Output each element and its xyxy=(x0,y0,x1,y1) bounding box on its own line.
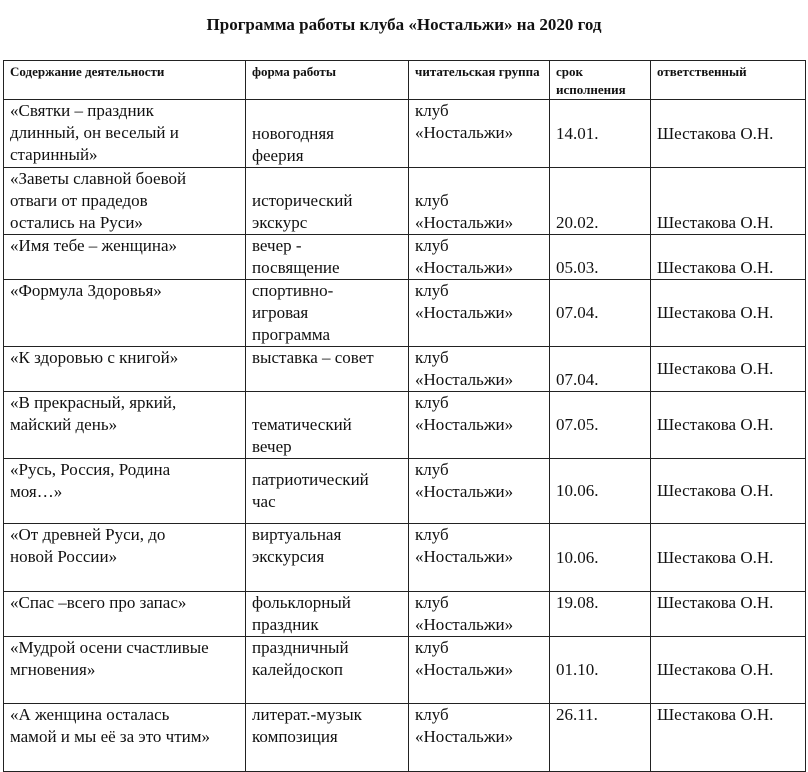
document-title: Программа работы клуба «Ностальжи» на 2020 год xyxy=(206,15,602,34)
activity-cell: «Заветы славной боевой отваги от прадедов остались на Руси» xyxy=(4,168,246,235)
responsible-cell: Шестакова О.Н. xyxy=(651,459,806,524)
form-cell: вечер - посвящение xyxy=(246,235,409,280)
header-form: форма работы xyxy=(246,61,409,100)
responsible-cell: Шестакова О.Н. xyxy=(651,592,806,637)
header-responsible: ответственный xyxy=(651,61,806,100)
deadline-cell: 10.06. xyxy=(550,459,651,524)
table-row xyxy=(4,168,806,235)
program-table xyxy=(3,60,806,772)
deadline-cell: 05.03. xyxy=(550,235,651,280)
form-cell: тематический вечер xyxy=(246,392,409,459)
responsible-cell: Шестакова О.Н. xyxy=(651,235,806,280)
table-row xyxy=(4,524,806,592)
table-row xyxy=(4,459,806,524)
reader-group-cell: клуб «Ностальжи» xyxy=(409,100,550,168)
deadline-cell: 20.02. xyxy=(550,168,651,235)
activity-cell: «А женщина осталась мамой и мы её за это чтим» xyxy=(4,704,246,772)
form-cell: спортивно- игровая программа xyxy=(246,280,409,347)
deadline-cell: 14.01. xyxy=(550,100,651,168)
table-row xyxy=(4,592,806,637)
table-row xyxy=(4,704,806,772)
responsible-cell: Шестакова О.Н. xyxy=(651,392,806,459)
reader-group-cell: клуб «Ностальжи» xyxy=(409,524,550,592)
form-cell: виртуальная экскурсия xyxy=(246,524,409,592)
reader-group-cell: клуб «Ностальжи» xyxy=(409,637,550,704)
responsible-cell: Шестакова О.Н. xyxy=(651,704,806,772)
activity-cell: «Имя тебе – женщина» xyxy=(4,235,246,280)
activity-cell: «Русь, Россия, Родина моя…» xyxy=(4,459,246,524)
deadline-cell: 07.04. xyxy=(550,347,651,392)
responsible-cell: Шестакова О.Н. xyxy=(651,637,806,704)
form-cell: фольклорный праздник xyxy=(246,592,409,637)
deadline-cell: 26.11. xyxy=(550,704,651,772)
responsible-cell: Шестакова О.Н. xyxy=(651,280,806,347)
table-row xyxy=(4,347,806,392)
form-cell: праздничный калейдоскоп xyxy=(246,637,409,704)
reader-group-cell: клуб «Ностальжи» xyxy=(409,459,550,524)
table-row xyxy=(4,100,806,168)
form-cell: новогодняя феерия xyxy=(246,100,409,168)
activity-cell: «Спас –всего про запас» xyxy=(4,592,246,637)
table-row xyxy=(4,235,806,280)
responsible-cell: Шестакова О.Н. xyxy=(651,100,806,168)
reader-group-cell: клуб «Ностальжи» xyxy=(409,392,550,459)
deadline-cell: 01.10. xyxy=(550,637,651,704)
responsible-cell: Шестакова О.Н. xyxy=(651,168,806,235)
reader-group-cell: клуб «Ностальжи» xyxy=(409,704,550,772)
deadline-cell: 07.04. xyxy=(550,280,651,347)
activity-cell: «От древней Руси, до новой России» xyxy=(4,524,246,592)
activity-cell: «К здоровью с книгой» xyxy=(4,347,246,392)
reader-group-cell: клуб «Ностальжи» xyxy=(409,592,550,637)
header-activity: Содержание деятельности xyxy=(4,61,246,100)
form-cell: выставка – совет xyxy=(246,347,409,392)
reader-group-cell: клуб «Ностальжи» xyxy=(409,347,550,392)
deadline-cell: 10.06. xyxy=(550,524,651,592)
responsible-cell: Шестакова О.Н. xyxy=(651,524,806,592)
activity-cell: «В прекрасный, яркий, майский день» xyxy=(4,392,246,459)
table-row xyxy=(4,392,806,459)
responsible-cell: Шестакова О.Н. xyxy=(651,347,806,392)
activity-cell: «Мудрой осени счастливые мгновения» xyxy=(4,637,246,704)
header-reader-group: читательская группа xyxy=(409,61,550,100)
activity-cell: «Формула Здоровья» xyxy=(4,280,246,347)
deadline-cell: 07.05. xyxy=(550,392,651,459)
form-cell: литерат.-музык композиция xyxy=(246,704,409,772)
table-row xyxy=(4,637,806,704)
reader-group-cell: клуб «Ностальжи» xyxy=(409,235,550,280)
table-row xyxy=(4,280,806,347)
deadline-cell: 19.08. xyxy=(550,592,651,637)
table-header-row xyxy=(4,61,806,100)
form-cell: патриотический час xyxy=(246,459,409,524)
activity-cell: «Святки – праздник длинный, он веселый и старинный» xyxy=(4,100,246,168)
header-deadline: срок исполнения xyxy=(550,61,651,100)
reader-group-cell: клуб «Ностальжи» xyxy=(409,280,550,347)
reader-group-cell: клуб «Ностальжи» xyxy=(409,168,550,235)
form-cell: исторический экскурс xyxy=(246,168,409,235)
